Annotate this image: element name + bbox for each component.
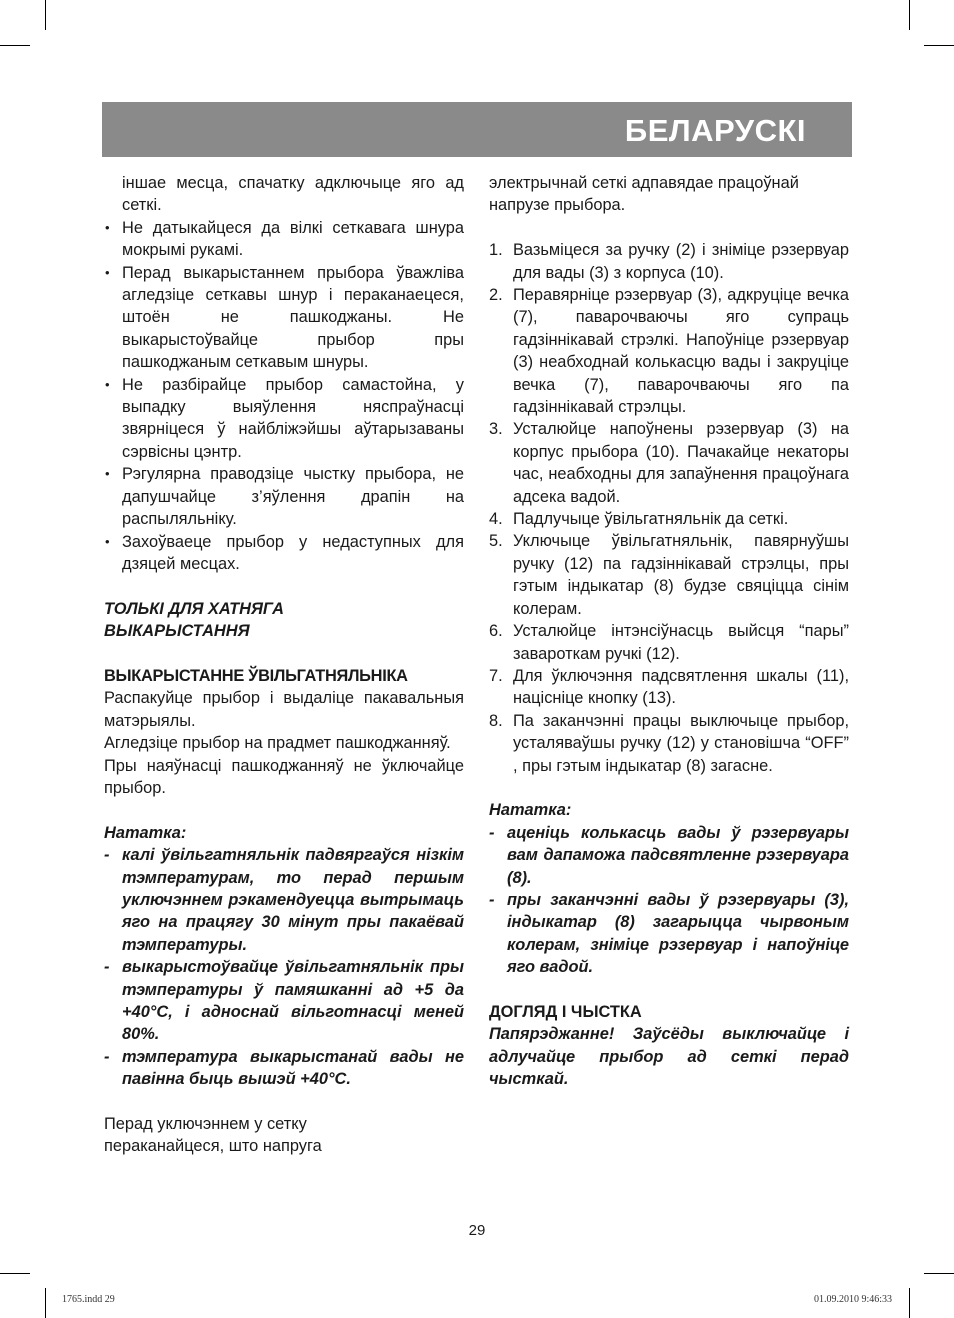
note-text: аценіць колькасць вады ў рэзервуары вам дапаможа падсвятленне рэзервуара (8). [507, 823, 849, 887]
care-warning: Папярэджанне! Заўсёды выключайце і адлучайце прыбор ад сеткі перад чысткай. [489, 1025, 849, 1089]
step-text: Для ўключэння падсвятлення шкалы (11), націсніце кнопку (13). [513, 666, 849, 708]
usage-step [489, 710, 849, 777]
usage-paragraph: Пры наяўнасці пашкоджанняў не ўключайце прыбор. [104, 756, 464, 797]
slug-file-info: 1765.indd 29 [62, 1294, 115, 1305]
step-text: Па заканчэнні працы выключыце прыбор, усталяваўшы ручку (12) у становішча “OFF” , пры гэтым індыкатар (8) загасне. [513, 711, 849, 775]
note-text: тэмпература выкарыстанай вады не павінна быць вышэй +40°C. [122, 1047, 464, 1089]
crop-mark [909, 1288, 910, 1318]
crop-mark [0, 1273, 30, 1274]
note-dash: - [104, 958, 110, 977]
usage-step [489, 239, 849, 284]
step-number: 1. [489, 241, 503, 260]
safety-bullet: • Рэгулярна праводзіце чыстку прыбора, не дапушчайце з’яўлення драпін на распыляльніку. [104, 463, 464, 530]
note-list [489, 822, 849, 979]
crop-mark [45, 0, 46, 30]
note-item [489, 889, 849, 979]
step-number: 2. [489, 286, 503, 305]
safety-bullet-list [104, 217, 464, 576]
step-number: 3. [489, 420, 503, 439]
note-heading: Нататка: [104, 823, 187, 842]
step-text: Уключыце ўвільгатняльнік, павярнуўшы ручку (12) па гадзіннікавай стрэлцы, пры гэтым індыкатар (8) будзе свяціцца сінім колерам. [513, 532, 849, 618]
usage-paragraph: Агледзіце прыбор на прадмет пашкоджанняў. [104, 734, 451, 753]
language-header-band [102, 102, 852, 157]
safety-bullet: • Не разбірайце прыбор самастойна, у выпадку выяўлення няспраўнасці звярніцеся ў найбліжэйшы аўтарызаваны сэрвісны цэнтр. [104, 374, 464, 464]
step-number: 6. [489, 622, 503, 641]
usage-step [489, 284, 849, 418]
note-heading: Нататка: [489, 801, 572, 820]
continuation-text: іншае месца, спачатку адключыце яго ад сеткі. [122, 174, 464, 215]
crop-mark [909, 0, 910, 30]
usage-steps-list [489, 239, 849, 777]
safety-bullet: • Не датыкайцеся да вілкі сеткавага шнура мокрымі рукамі. [104, 217, 464, 262]
usage-paragraph: Распакуйце прыбор і выдаліце пакавальныя матэрыялы. [104, 689, 464, 730]
note-dash: - [489, 890, 495, 909]
note-text: калі ўвільгатняльнік падвяргаўся нізкім тэмпературам, то перад першым уключэннем рэкамендуецца вытрымаць яго на працягу 30 мінут пры пакаёвай тэмпературы. [122, 846, 464, 954]
note-list [104, 844, 464, 1090]
step-text: Вазьміцеся за ручку (2) і зніміце рэзервуар для вады (3) з корпуса (10). [513, 241, 849, 282]
note-item [104, 844, 464, 956]
page-number: 29 [468, 1222, 486, 1239]
note-text: выкарыстоўвайце ўвільгатняльнік пры тэмпературы ў памяшканні ад +5 да +40°C, і адноснай вільготнасці меней 80%. [122, 958, 464, 1044]
note-item [104, 1046, 464, 1091]
usage-step [489, 665, 849, 710]
step-number: 5. [489, 532, 503, 551]
language-title: БЕЛАРУСКІ [624, 113, 806, 148]
slug-timestamp: 01.09.2010 9:46:33 [813, 1294, 892, 1305]
safety-bullet: • Перад выкарыстаннем прыбора ўважліва агледзіце сеткавы шнур і пераканаецеся, штоён не пашкоджаны. Не выкарыстоўвайце прыбор пры пашкоджаным сеткавым шнуры. [104, 262, 464, 374]
step-text: Усталюйце напоўнены рэзервуар (3) на корпус прыбора (10). Пачакайце некаторы час, неабходны для запаўнення працоўнага адсека вадой. [513, 420, 849, 506]
intro-paragraph: электрычнай сеткі адпавядае працоўнай напрузе прыбора. [489, 174, 799, 215]
note-dash: - [104, 846, 110, 865]
left-column [104, 172, 464, 1158]
step-number: 8. [489, 711, 503, 730]
usage-heading: ВЫКАРЫСТАННЕ ЎВІЛЬГАТНЯЛЬНІКА [104, 666, 408, 685]
right-column [489, 172, 849, 1091]
note-dash: - [104, 1047, 110, 1066]
step-text: Перавярніце рэзервуар (3), адкруціце вечка (7), паварочваючы яго супраць гадзіннікавай стрэлкі. Напоўніце рэзервуар (3) неабходнай колькасцю вады і закруціце вечка (7), паварочваючы яго па гадзіннікавай стрэлцы. [513, 286, 849, 417]
crop-mark [45, 1288, 46, 1318]
home-use-heading: ТОЛЬКІ ДЛЯ ХАТНЯГА ВЫКАРЫСТАННЯ [104, 599, 284, 641]
note-dash: - [489, 823, 495, 842]
step-text: Усталюйце інтэнсіўнасць выйсця “пары” завароткам ручкі (12). [513, 622, 849, 663]
usage-step [489, 620, 849, 665]
step-number: 7. [489, 666, 503, 685]
note-item [104, 956, 464, 1046]
crop-mark [924, 45, 954, 46]
usage-step [489, 530, 849, 620]
crop-mark [924, 1273, 954, 1274]
care-heading: ДОГЛЯД І ЧЫСТКА [489, 1002, 642, 1021]
note-text: пры заканчэнні вады ў рэзервуары (3), індыкатар (8) загарыцца чырвоным колерам, зніміце рэзервуар і напоўніце яго вадой. [507, 890, 849, 977]
note-item [489, 822, 849, 889]
step-number: 4. [489, 510, 503, 529]
closing-paragraph: Перад уключэннем у сетку пераканайцеся, што напруга [104, 1115, 322, 1156]
step-text: Падлучыце ўвільгатняльнік да сеткі. [513, 510, 789, 529]
crop-mark [0, 45, 30, 46]
safety-bullet: • Захоўваеце прыбор у недаступных для дзяцей месцах. [104, 531, 464, 576]
usage-step [489, 508, 849, 530]
usage-step [489, 418, 849, 508]
